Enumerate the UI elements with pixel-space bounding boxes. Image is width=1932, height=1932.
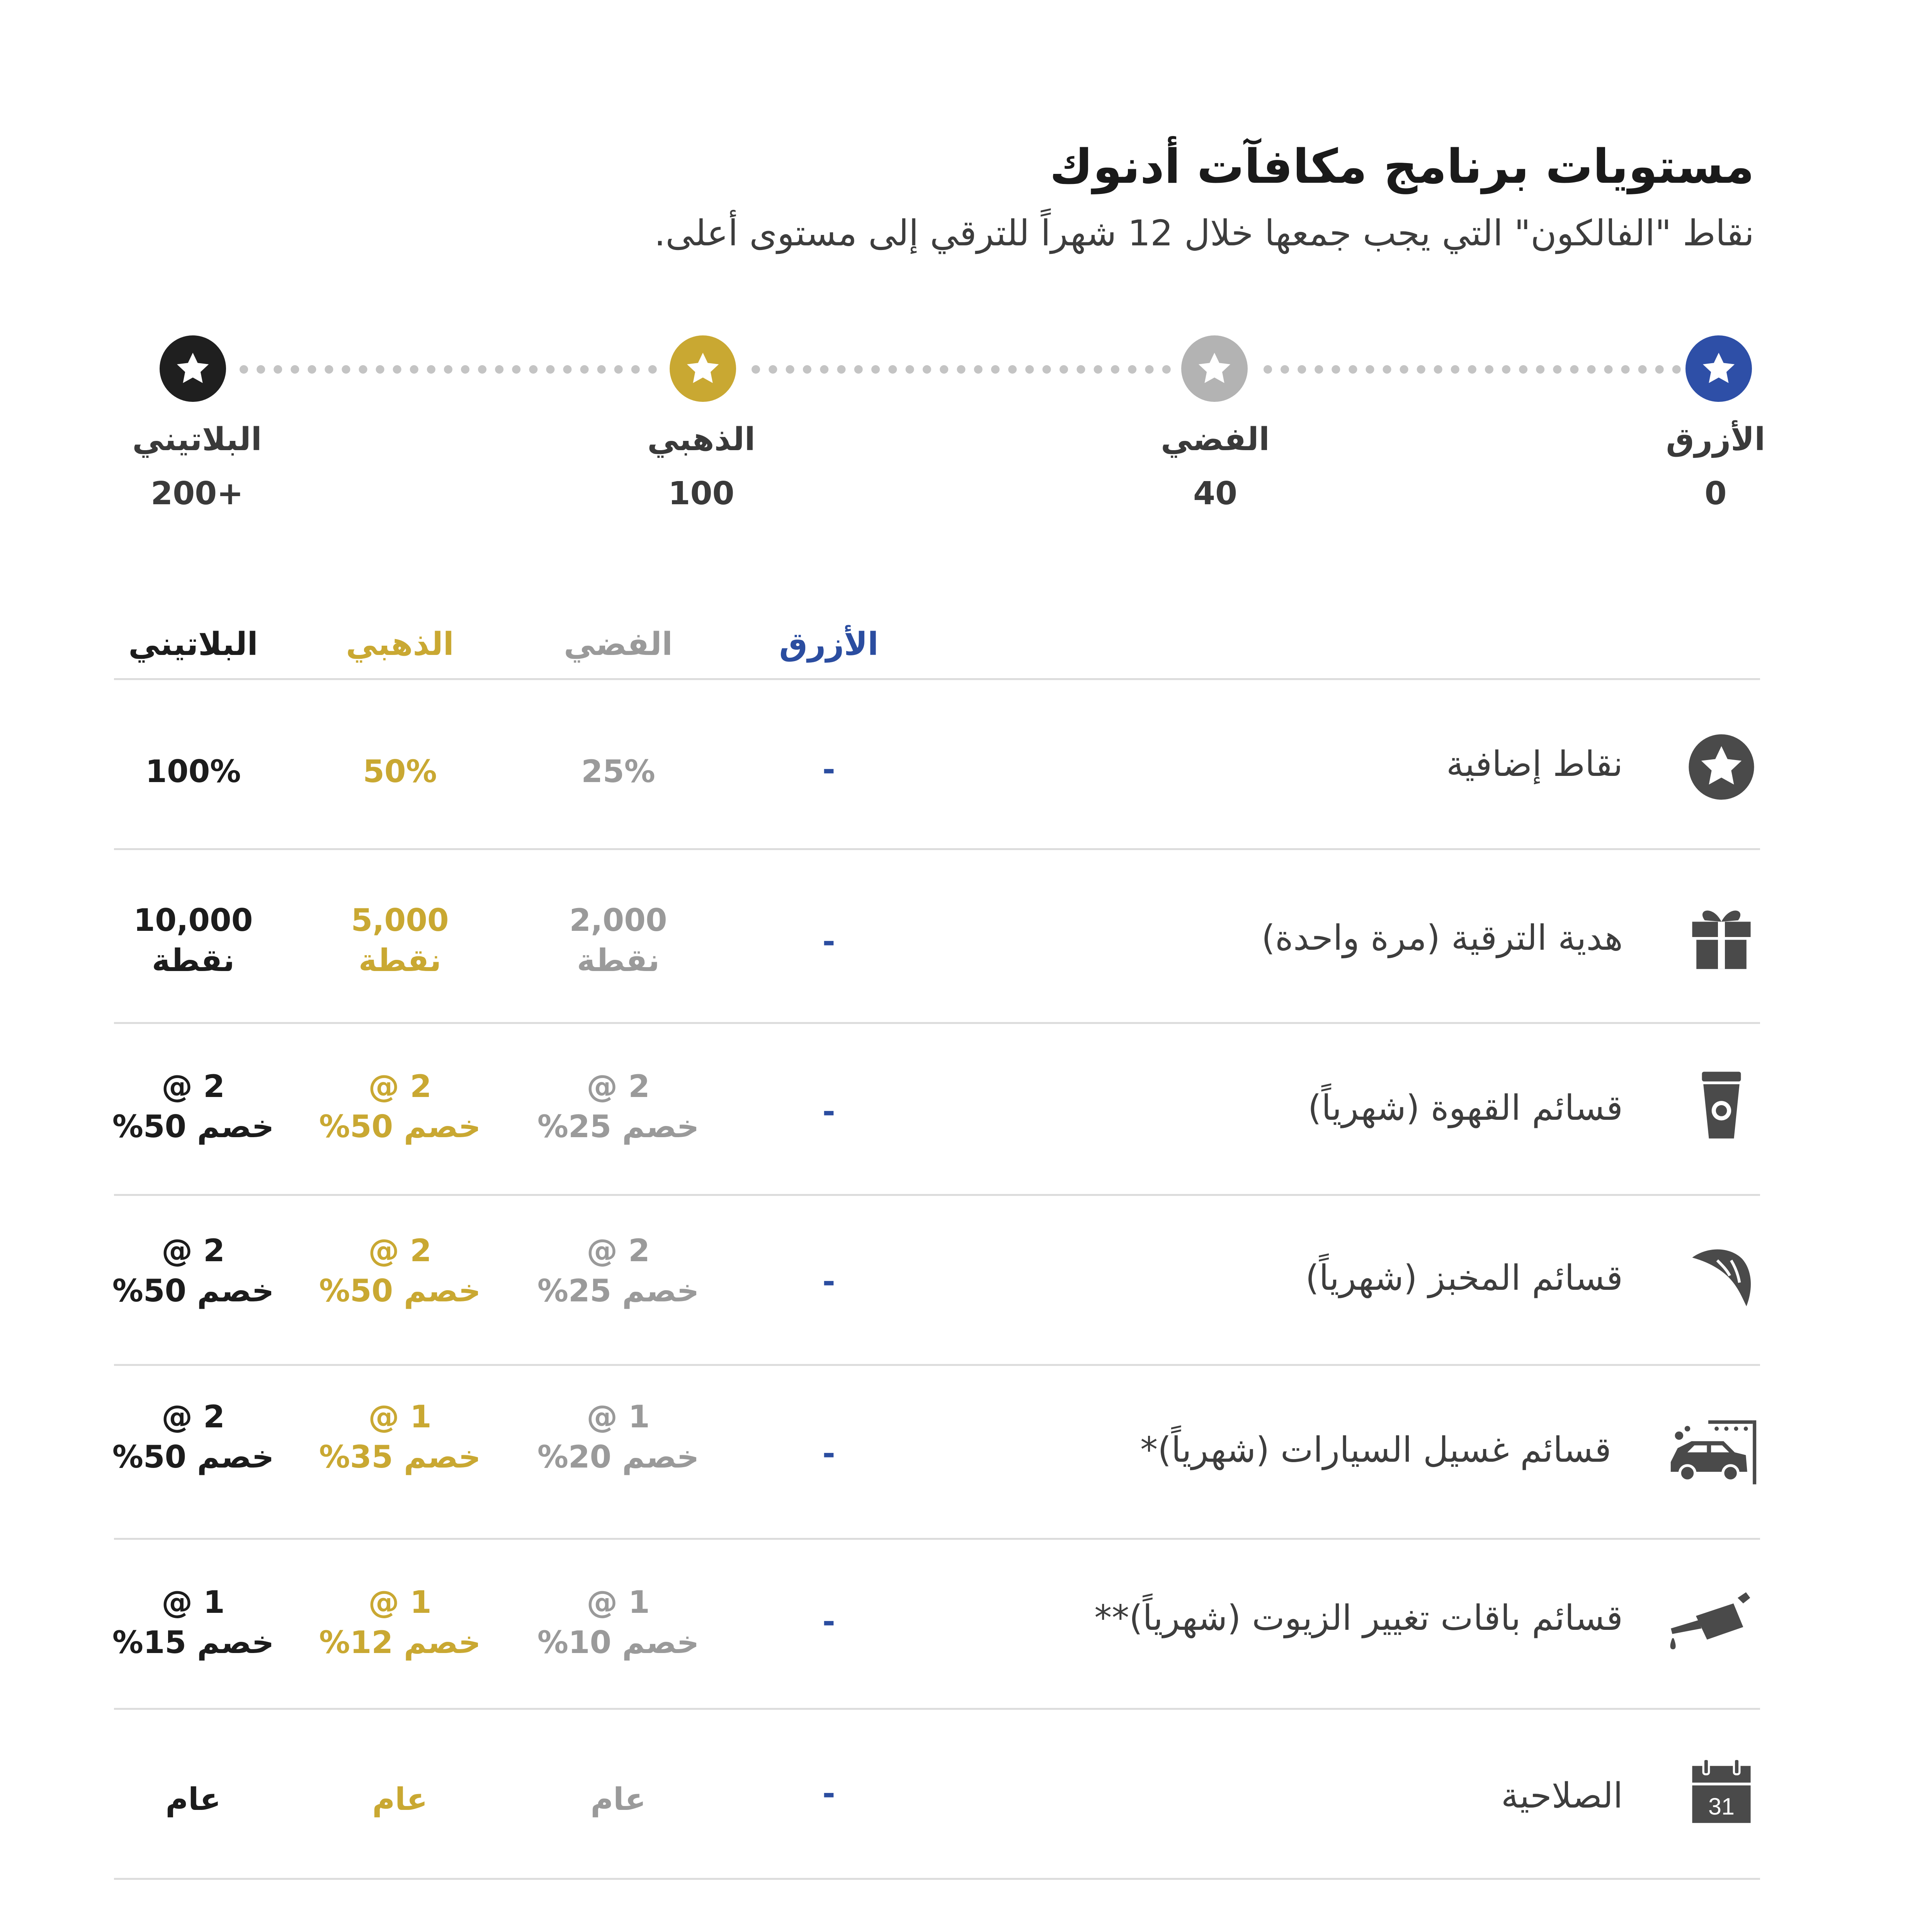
progress-dots — [752, 365, 1171, 374]
svg-text:31: 31 — [1708, 1793, 1735, 1820]
tier-name-blue: الأزرق — [1666, 421, 1765, 458]
gold-value: 1 @ خصم 35% — [319, 1399, 481, 1475]
tier-name-silver: الفضي — [1161, 421, 1270, 458]
row-label: قسائم المخبز (شهرياً) — [1305, 1258, 1623, 1298]
silver-value: 1 @ خصم 10% — [537, 1584, 699, 1660]
gold-value: 1 @ خصم 12% — [319, 1584, 481, 1660]
blue-value: - — [822, 1604, 835, 1639]
gold-value: عام — [372, 1781, 428, 1817]
gold-value: 2 @ خصم 50% — [319, 1068, 481, 1145]
row-label: نقاط إضافية — [1446, 744, 1623, 784]
gift-icon — [1687, 902, 1756, 972]
oil-can-icon — [1663, 1588, 1756, 1658]
divider — [114, 1364, 1760, 1366]
silver-value: 2,000 نقطة — [569, 902, 667, 978]
row-label: هدية الترقية (مرة واحدة) — [1261, 918, 1623, 958]
blue-value: - — [822, 752, 835, 787]
tier-points-gold: 100 — [668, 475, 735, 512]
silver-value: 2 @ خصم 25% — [537, 1233, 699, 1309]
calendar-icon — [1687, 1756, 1756, 1826]
tier-name-gold: الذهبي — [647, 421, 755, 458]
car-wash-icon — [1662, 1416, 1762, 1486]
tier-points-blue: 0 — [1704, 475, 1727, 512]
progress-dots — [240, 365, 657, 374]
platinum-value: 1 @ خصم 15% — [112, 1584, 274, 1660]
divider — [114, 1538, 1760, 1540]
gold-value: 5,000 نقطة — [351, 902, 449, 978]
column-header-silver: الفضي — [564, 626, 673, 663]
tier-points-silver: 40 — [1193, 475, 1238, 512]
star-icon — [1687, 732, 1756, 802]
silver-value: 25% — [581, 753, 655, 789]
silver-value: 1 @ خصم 20% — [537, 1399, 699, 1475]
progress-dots — [1264, 365, 1681, 374]
blue-value: - — [822, 1264, 835, 1299]
blue-value: - — [822, 1776, 835, 1811]
divider — [114, 848, 1760, 850]
row-label: قسائم القهوة (شهرياً) — [1308, 1088, 1623, 1128]
column-header-gold: الذهبي — [346, 626, 454, 663]
platinum-value: 2 @ خصم 50% — [112, 1399, 274, 1475]
platinum-value: 10,000 نقطة — [133, 902, 253, 978]
blue-value: - — [822, 1435, 835, 1471]
blue-tier-star-icon — [1685, 335, 1752, 402]
row-label: قسائم غسيل السيارات (شهرياً)* — [1140, 1430, 1611, 1470]
divider — [114, 1878, 1760, 1880]
page-title: مستويات برنامج مكافآت أدنوك — [1049, 139, 1754, 194]
column-header-blue: الأزرق — [779, 626, 879, 663]
divider — [114, 1708, 1760, 1710]
page-subtitle: نقاط "الفالكون" التي يجب جمعها خلال 12 شهراً للترقي إلى مستوى أعلى. — [654, 213, 1754, 254]
tier-points-platinum: 200+ — [151, 475, 243, 512]
coffee-cup-icon — [1687, 1070, 1756, 1140]
blue-value: - — [822, 1094, 835, 1129]
croissant-icon — [1687, 1242, 1756, 1312]
platinum-tier-star-icon — [160, 335, 226, 402]
row-label: الصلاحية — [1501, 1776, 1623, 1816]
row-label: قسائم باقات تغيير الزيوت (شهرياً)** — [1094, 1598, 1623, 1638]
tier-name-platinum: البلاتيني — [132, 421, 262, 458]
silver-tier-star-icon — [1181, 335, 1248, 402]
gold-value: 2 @ خصم 50% — [319, 1233, 481, 1309]
divider — [114, 678, 1760, 680]
divider — [114, 1194, 1760, 1196]
blue-value: - — [822, 923, 835, 959]
platinum-value: 100% — [145, 753, 241, 789]
column-header-platinum: البلاتيني — [128, 626, 258, 663]
gold-value: 50% — [363, 753, 437, 789]
silver-value: 2 @ خصم 25% — [537, 1068, 699, 1145]
platinum-value: 2 @ خصم 50% — [112, 1233, 274, 1309]
gold-tier-star-icon — [670, 335, 736, 402]
silver-value: عام — [590, 1781, 646, 1817]
divider — [114, 1022, 1760, 1024]
platinum-value: عام — [165, 1781, 221, 1817]
platinum-value: 2 @ خصم 50% — [112, 1068, 274, 1145]
